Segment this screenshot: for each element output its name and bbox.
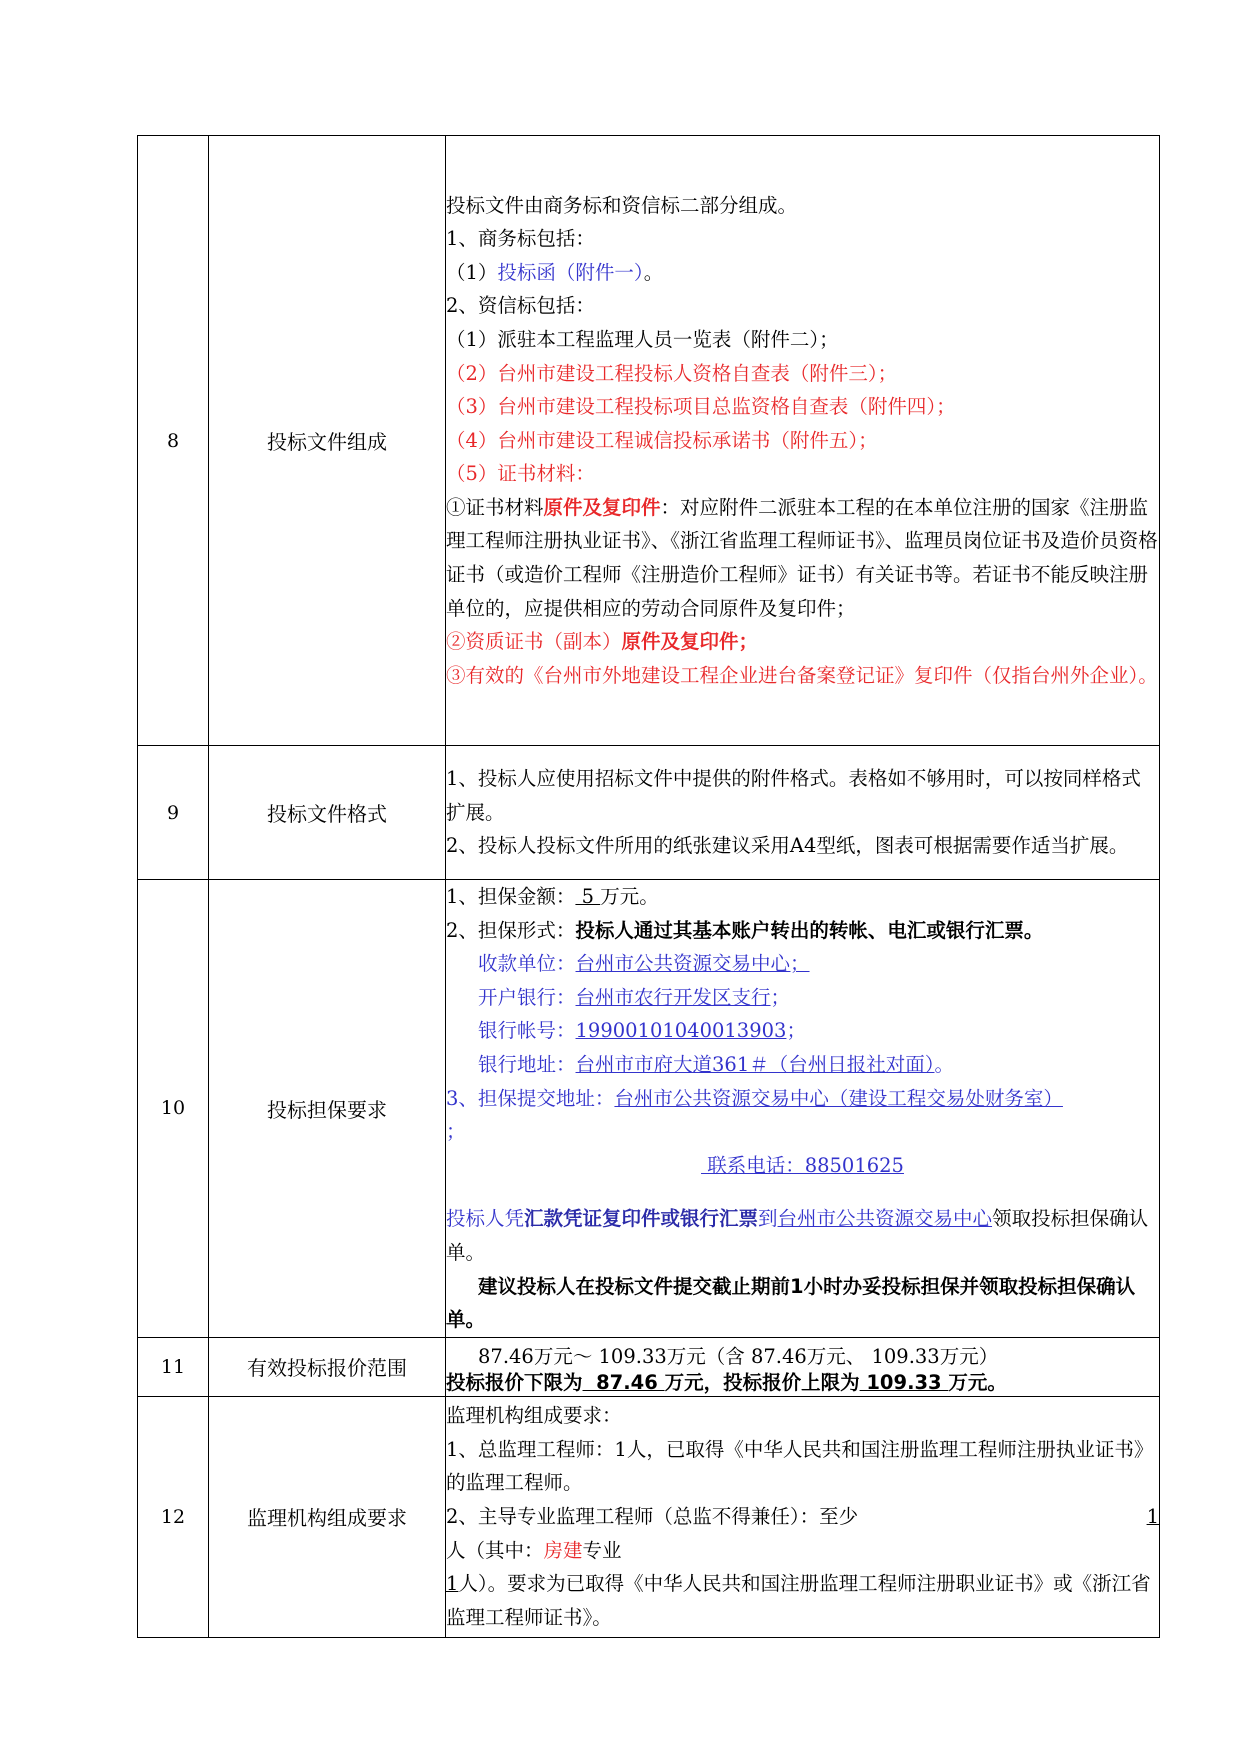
text-paragraph: ③有效的《台州市外地建设工程企业进台备案登记证》复印件（仅指台州外企业）。 xyxy=(446,663,1158,687)
text-span: 台州市农行开发区支行 xyxy=(575,985,771,1009)
contact-phone: 联系电话：88501625 xyxy=(701,1153,904,1177)
row-number: 10 xyxy=(138,880,209,1338)
text-line: ； xyxy=(446,1120,466,1144)
text-paragraph xyxy=(446,1202,1159,1269)
text-line: （4）台州市建设工程诚信投标承诺书（附件五）； xyxy=(446,428,878,452)
text-line xyxy=(446,1370,1159,1396)
row-content xyxy=(446,1337,1160,1396)
text-span: ； xyxy=(770,985,791,1009)
price-lower-limit: 87.46 xyxy=(582,1370,665,1394)
text-span: 投标人通过其基本账户转出的转帐、电汇或银行汇票。 xyxy=(575,918,1044,942)
text-span: 投标函（附件一） xyxy=(497,260,644,284)
text-span: 19900101040013903 xyxy=(575,1019,787,1043)
row-number: 8 xyxy=(138,136,209,746)
row-number: 11 xyxy=(138,1337,209,1396)
text-span: 3、担保提交地址： xyxy=(446,1086,615,1110)
text-line xyxy=(446,1014,1159,1048)
text-line xyxy=(446,1500,1159,1534)
price-upper-limit: 109.33 xyxy=(859,1370,949,1394)
text-paragraph: 1、投标人应使用招标文件中提供的附件格式。表格如不够用时，可以按同样格式扩展。 xyxy=(446,767,1141,824)
row-content xyxy=(446,746,1160,880)
text-line xyxy=(446,1082,1159,1116)
row-item: 投标文件格式 xyxy=(209,746,446,880)
row-content xyxy=(446,880,1160,1338)
text-line xyxy=(446,1048,1159,1082)
text-line: （2）台州市建设工程投标人资格自查表（附件三）； xyxy=(446,361,898,385)
text-span: 2、担保形式： xyxy=(446,918,576,942)
specialty: 房建 xyxy=(543,1538,583,1562)
bid-requirements-table xyxy=(137,135,1160,1638)
text-span: 万元。 xyxy=(948,1370,1007,1394)
text-span: 收款单位： xyxy=(478,952,576,976)
text-line: （3）台州市建设工程投标项目总监资格自查表（附件四）； xyxy=(446,395,956,419)
text-paragraph xyxy=(446,625,1159,659)
row-item: 监理机构组成要求 xyxy=(209,1396,446,1637)
text-line: 2、资信标包括： xyxy=(446,294,595,318)
text-span: 。 xyxy=(934,1052,955,1076)
table-row xyxy=(138,1396,1160,1637)
text-span: 2、主导专业监理工程师（总监不得兼任）：至少 xyxy=(446,1504,859,1528)
text-line: （5）证书材料： xyxy=(446,462,595,486)
text-span: 台州市公共资源交易中心； xyxy=(575,952,810,976)
text-paragraph xyxy=(446,1567,1159,1634)
text-line: 1、商务标包括： xyxy=(446,227,595,251)
text-span: 投标人凭 xyxy=(446,1207,525,1231)
text-paragraph: 1、总监理工程师：1人，已取得《中华人民共和国注册监理工程师注册执业证书》的监理工程师。 xyxy=(446,1437,1154,1495)
specialty-count: 1 xyxy=(446,1572,459,1596)
text-span: 1、担保金额： xyxy=(446,885,576,908)
text-line xyxy=(446,1534,1159,1568)
text-span: 原件及复印件； xyxy=(621,630,759,654)
text-paragraph: 建议投标人在投标文件提交截止期前1小时办妥投标担保并领取投标担保确认单。 xyxy=(446,1274,1136,1332)
row-number: 9 xyxy=(138,746,209,880)
text-span: 投标报价下限为 xyxy=(446,1370,583,1394)
text-span: 开户银行： xyxy=(478,985,576,1009)
row-content xyxy=(446,1396,1160,1637)
text-span: 银行帐号： xyxy=(478,1019,576,1043)
text-line xyxy=(446,947,1159,981)
text-line: 87.46万元～ 109.33万元（含 87.46万元、 109.33万元） xyxy=(478,1344,999,1368)
text-line xyxy=(446,981,1159,1015)
text-span: 万元，投标报价上限为 xyxy=(664,1370,860,1394)
table-row xyxy=(138,746,1160,880)
text-span: 人）。要求为已取得《中华人民共和国注册监理工程师注册职业证书》或《浙江省监理工程师证书》。 xyxy=(446,1572,1151,1629)
text-line: （1）派驻本工程监理人员一览表（附件二）； xyxy=(446,327,839,351)
text-line: 监理机构组成要求： xyxy=(446,1404,622,1428)
row-item: 有效投标报价范围 xyxy=(209,1337,446,1396)
table-row xyxy=(138,880,1160,1338)
text-span: 汇款凭证复印件或银行汇票 xyxy=(524,1207,759,1231)
text-span: ：对应附件二派驻本工程的在本单位注册的国家《注册监理工程师注册执业证书》、《浙江省监理工程师证书》、监理员岗位证书及造价员资格证书（或造价工程师《注册造价工程师》证书）有关证书等。若证书不能反映注册单位的，应提供相应的劳动合同原件及复印件； xyxy=(446,495,1158,620)
text-span: ①证书材料 xyxy=(446,495,544,519)
text-span: 银行地址： xyxy=(478,1052,576,1076)
text-span: 专业 xyxy=(582,1538,622,1562)
text-span: 台州市公共资源交易中心 xyxy=(777,1207,993,1231)
row-number: 12 xyxy=(138,1396,209,1637)
text-paragraph: 2、投标人投标文件所用的纸张建议采用A4型纸，图表可根据需要作适当扩展。 xyxy=(446,834,1129,858)
spacer xyxy=(446,1182,1159,1202)
text-line: 投标文件由商务标和资信标二部分组成。 xyxy=(446,193,798,217)
text-span: ； xyxy=(786,1019,806,1043)
text-span: 原件及复印件 xyxy=(543,495,661,519)
text-span: 。 xyxy=(643,260,664,284)
text-line xyxy=(446,1149,1159,1183)
row-item: 投标担保要求 xyxy=(209,880,446,1338)
text-span: 人（其中： xyxy=(446,1538,544,1562)
guarantee-amount: 5 xyxy=(575,885,601,908)
text-span: ②资质证书（副本） xyxy=(446,630,622,654)
table-row xyxy=(138,1337,1160,1396)
row-item: 投标文件组成 xyxy=(209,136,446,746)
text-span: 万元。 xyxy=(600,885,659,908)
text-span: （1） xyxy=(446,260,498,284)
supervisor-count: 1 xyxy=(1146,1504,1159,1528)
text-paragraph xyxy=(446,491,1159,625)
text-line xyxy=(446,914,1159,948)
text-span: 台州市公共资源交易中心（建设工程交易处财务室） xyxy=(614,1086,1063,1110)
text-span: 领取投标担保确认单。 xyxy=(446,1207,1149,1264)
row-content xyxy=(446,136,1160,746)
table-row xyxy=(138,136,1160,746)
text-line xyxy=(446,256,1159,290)
text-span: 台州市市府大道361＃（台州日报社对面） xyxy=(575,1052,935,1076)
text-span: 到 xyxy=(758,1207,778,1231)
text-line xyxy=(446,880,1159,914)
